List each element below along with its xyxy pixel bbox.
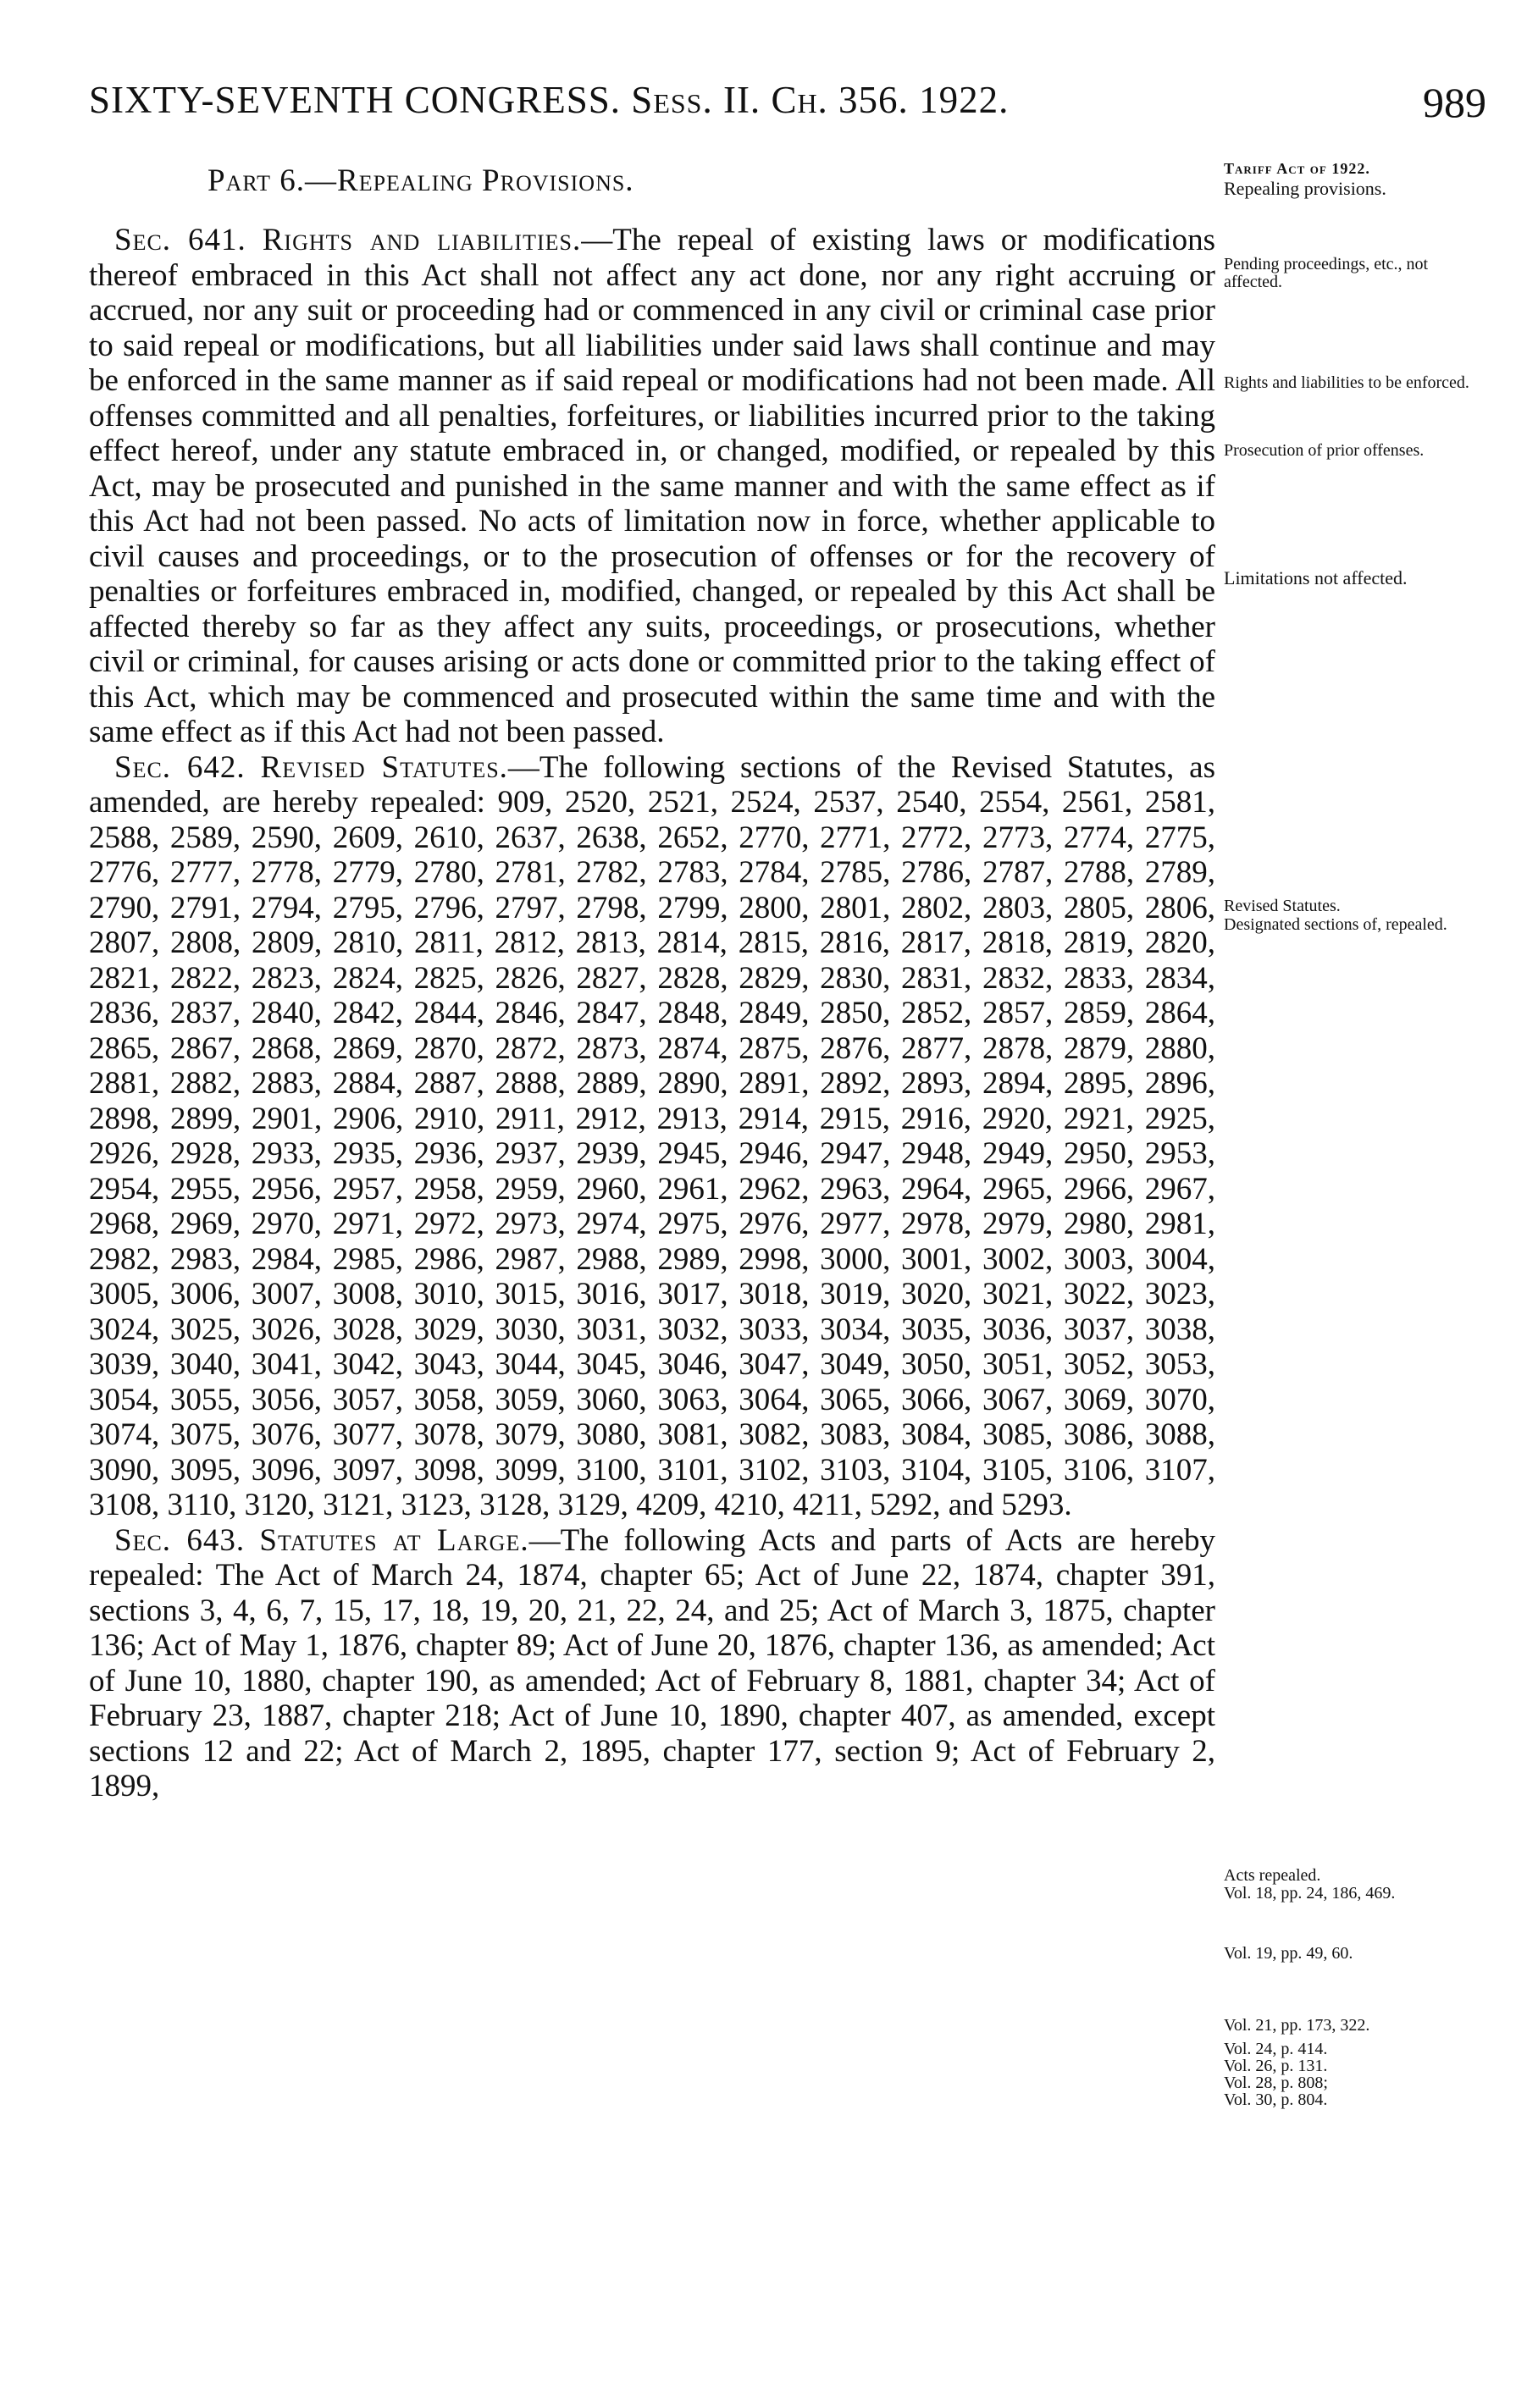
margin-note-vol21: Vol. 21, pp. 173, 322. [1224,2016,1370,2035]
margin-note-rights: Rights and liabilities to be enforced. [1224,373,1469,392]
margin-note-vol28: Vol. 28, p. 808; [1224,2074,1328,2092]
margin-note-designated-sections: Designated sections of, repealed. [1224,915,1447,934]
section-body: —The following sections of the Revised Statutes, as amended, are hereby repealed: 909, 2520, 2521, 2524, 2537, 2540, 2554, 2561, 2581, 2588, 2589, 2590, 2609, 2610, 2637, 2638, 2652, 2770, 2771, 2772, 2773, 2774, 2775, 2776, 2777, 2778, 2779, 2780, 2781, 2782, 2783, 2784, 2785, 2786, 2787, 2788, 2789, 2790, 2791, 2794, 2795, 2796, 2797, 2798, 2799, 2800, 2801, 2802, 2803, 2805, 2806, 2807, 2808, 2809, 2810, 2811, 2812, 2813, 2814, 2815, 2816, 2817, 2818, 2819, 2820, 2821, 2822, 2823, 2824, 2825, 2826, 2827, 2828, 2829, 2830, 2831, 2832, 2833, 2834, 2836, 2837, 2840, 2842, 2844, 2846, 2847, 2848, 2849, 2850, 2852, 2857, 2859, 2864, 2865, 2867, 2868, 2869, 2870, 2872, 2873, 2874, 2875, 2876, 2877, 2878, 2879, 2880, 2881, 2882, 2883, 2884, 2887, 2888, 2889, 2890, 2891, 2892, 2893, 2894, 2895, 2896, 2898, 2899, 2901, 2906, 2910, 2911, 2912, 2913, 2914, 2915, 2916, 2920, 2921, 2925, 2926, 2928, 2933, 2935, 2936, 2937, 2939, 2945, 2946, 2947, 2948, 2949, 2950, 2953, 2954, 2955, 2956, 2957, 2958, 2959, 2960, 2961, 2962, 2963, 2964, 2965, 2966, 2967, 2968, 2969, 2970, 2971, 2972, 2973, 2974, 2975, 2976, 2977, 2978, 2979, 2980, 2981, 2982, 2983, 2984, 2985, 2986, 2987, 2988, 2989, 2998, 3000, 3001, 3002, 3003, 3004, 3005, 3006, 3007, 3008, 3010, 3015, 3016, 3017, 3018, 3019, 3020, 3021, 3022, 3023, 3024, 3025, 3026, 3028, 3029, 3030, 3031, 3032, 3033, 3034, 3035, 3036, 3037, 3038, 3039, 3040, 3041, 3042, 3043, 3044, 3045, 3046, 3047, 3049, 3050, 3051, 3052, 3053, 3054, 3055, 3056, 3057, 3058, 3059, 3060, 3063, 3064, 3065, 3066, 3067, 3069, 3070, 3074, 3075, 3076, 3077, 3078, 3079, 3080, 3081, 3082, 3083, 3084, 3085, 3086, 3088, 3090, 3095, 3096, 3097, 3098, 3099, 3100, 3101, 3102, 3103, 3104, 3105, 3106, 3107, 3108, 3110, 3120, 3121, 3123, 3128, 3129, 4209, 4210, 4211, 5292, and 5293. [89,749,1215,1522]
margin-note-revised-statutes: Revised Statutes. [1224,897,1341,915]
margin-note-limitations: Limitations not affected. [1224,567,1408,588]
margin-note-tariff: Tariff Act of 1922. [1224,160,1370,177]
running-head-left [89,78,1009,122]
chapter-label: Ch. 356. [771,79,909,121]
congress-label: SIXTY-SEVENTH CONGRESS. [89,79,622,121]
section-642 [89,750,1215,1523]
section-heading: Rights and liabilities. [262,223,582,257]
session-label: Sess. II. [631,79,761,121]
section-number: Sec. 641. [114,223,246,257]
section-body: —The repeal of existing laws or modifications thereof embraced in this Act shall not affect any act done, nor any right accruing or accrued, nor any suit or proceeding had or commenced in any civil or criminal case prior to said repeal or modifications, but all liabilities under said laws shall continue and may be enforced in the same manner as if said repeal or modifications had not been made. All offenses committed and all penalties, forfeitures, or liabilities incurred prior to the taking effect hereof, under any statute embraced in, or changed, modified, or repealed by this Act, may be prosecuted and punished in the same manner and with the same effect as if this Act had not been passed. No acts of limitation now in force, whether applicable to civil causes and proceedings, or to the prosecution of offenses or for the recovery of penalties or forfeitures embraced in, modified, changed, or repealed by this Act shall be affected thereby so far as they affect any suits, proceedings, or prosecutions, whether civil or criminal, for causes arising or acts done or committed prior to the taking effect of this Act, which may be commenced and prosecuted within the same time and with the same effect as if this Act had not been passed. [89,223,1215,749]
section-body: —The following Acts and parts of Acts are hereby repealed: The Act of March 24, 1874, chapter 65; Act of June 22, 1874, chapter 391, sections 3, 4, 6, 7, 15, 17, 18, 19, 20, 21, 22, 24, and 25; Act of March 3, 1875, chapter 136; Act of May 1, 1876, chapter 89; Act of June 20, 1876, chapter 136, as amended; Act of June 10, 1880, chapter 190, as amended; Act of February 8, 1881, chapter 34; Act of February 23, 1887, chapter 218; Act of June 10, 1890, chapter 407, as amended, except sections 12 and 22; Act of March 2, 1895, chapter 177, section 9; Act of February 2, 1899, [89,1522,1215,1803]
section-heading: Statutes at Large. [259,1522,529,1558]
margin-note-vol18: Vol. 18, pp. 24, 186, 469. [1224,1884,1396,1903]
section-number: Sec. 642. [114,749,246,785]
margin-note-pending: Pending proceedings, etc., not affected. [1224,255,1429,291]
running-head [89,78,1486,129]
part-title: Part 6.—Repealing Provisions. [207,163,634,198]
margin-note-vol24: Vol. 24, p. 414. [1224,2040,1328,2058]
page-number: 989 [1423,79,1486,126]
margin-note-vol19: Vol. 19, pp. 49, 60. [1224,1944,1353,1963]
margin-note-vol30: Vol. 30, p. 804. [1224,2090,1328,2109]
section-643 [89,1523,1215,1804]
section-number: Sec. 643. [114,1522,246,1558]
year-label: 1922. [919,79,1010,121]
margin-note-vol26: Vol. 26, p. 131. [1224,2057,1328,2075]
section-heading: Revised Statutes. [260,749,508,785]
margin-note-prosecution: Prosecution of prior offenses. [1224,441,1425,460]
margin-note-acts-repealed: Acts repealed. [1224,1866,1321,1885]
section-641 [89,223,1215,750]
main-text [89,223,1215,1804]
margin-note-repealing: Repealing provisions. [1224,178,1386,199]
